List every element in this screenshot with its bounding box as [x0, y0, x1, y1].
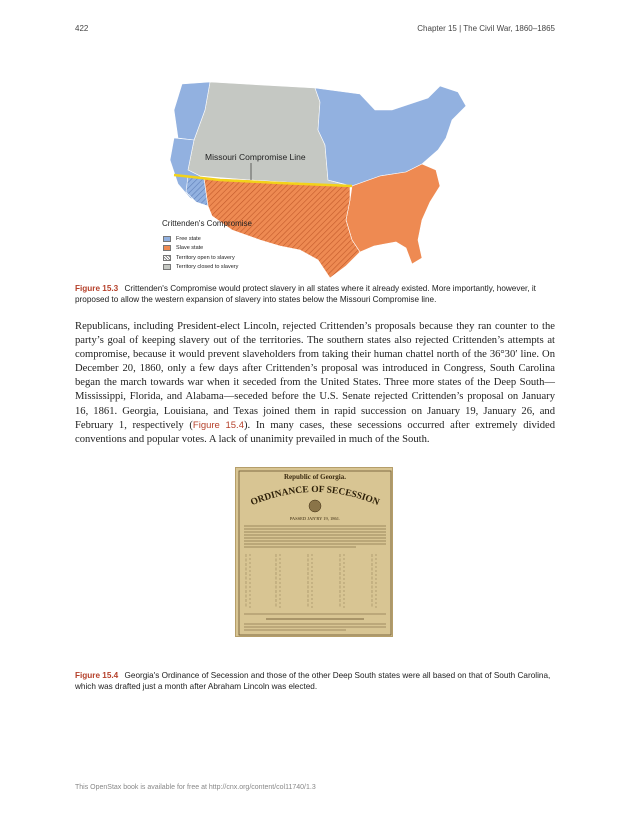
legend-item — [163, 234, 238, 244]
figure-caption — [75, 670, 553, 692]
figure-link[interactable]: Figure 15.4 — [192, 419, 244, 431]
legend-title: Crittenden's Compromise — [162, 219, 253, 228]
document-date: PASSED JAN'RY 19, 1861. — [289, 516, 341, 521]
paragraph-text: ). In many cases, these secessions occurred after extremely divided conventions and popular votes. A lack of unanimity prevailed in much of the South. — [75, 419, 556, 445]
legend-label: Free state — [176, 235, 201, 242]
figure-caption-text: Crittenden's Compromise would protect slavery in all states where it already existed. More importantly, however, it proposed to allow the western expansion of slavery into states below the Missouri Compromise line. — [75, 284, 536, 304]
document-text-lines — [244, 526, 386, 547]
north-free — [315, 86, 466, 186]
legend-swatch — [163, 255, 171, 261]
legend-label: Slave state — [176, 245, 204, 252]
legend-item — [163, 263, 238, 273]
body-paragraph — [75, 320, 555, 447]
document-heading: Republic of Georgia. — [283, 473, 347, 481]
figure-number: Figure 15.4 — [75, 671, 119, 680]
ordinance-image — [235, 467, 393, 637]
page-footer: This OpenStax book is available for free at http://cnx.org/content/col11740/1.3 — [75, 784, 316, 791]
missouri-line-label: Missouri Compromise Line — [205, 152, 306, 162]
document-footer-lines — [244, 614, 386, 630]
document-title: ORDINANCE OF SECESSION — [249, 484, 381, 509]
legend-label: Territory closed to slavery — [176, 264, 239, 271]
figure-caption-text: Georgia's Ordinance of Secession and those of the other Deep South states were all based on that of South Carolina, which was drafted just a month after Abraham Lincoln was elected. — [75, 671, 551, 691]
paragraph-text: Republicans, including President-elect Lincoln, rejected Crittenden’s proposals because they ran counter to the party’s goal of keeping slavery out of the territories. The southern states also rejected Crittenden’s attempts at compromise, because it would prevent slaveholders from taking their human chattel north of the 36°30′ line. On December 20, 1860, only a few days after Crittenden’s proposal was introduced in Congress, South Carolina began the march towards war when it seceded from the United States. Three more states of the Deep South—Mississippi, Florida, and Alabama—seceded before the U.S. Senate rejected Crittenden’s proposal on January 16, 1861. Georgia, Louisiana, and Texas joined them in rapid succession on January 19, January 26, and February 1, respectively ( — [75, 321, 555, 431]
legend-item — [163, 253, 238, 263]
signature-columns — [246, 554, 376, 608]
page-number: 422 — [75, 24, 89, 33]
figure-caption — [75, 283, 553, 305]
legend-item — [163, 244, 238, 254]
legend-label: Territory open to slavery — [176, 254, 235, 261]
chapter-header: Chapter 15 | The Civil War, 1860–1865 — [417, 24, 555, 33]
figure-number: Figure 15.3 — [75, 284, 119, 293]
seal-icon — [309, 500, 321, 512]
legend-swatch — [163, 236, 171, 242]
legend-swatch — [163, 245, 171, 251]
legend-swatch — [163, 264, 171, 270]
ordinance-graphic — [236, 468, 393, 637]
map-legend — [163, 234, 238, 272]
